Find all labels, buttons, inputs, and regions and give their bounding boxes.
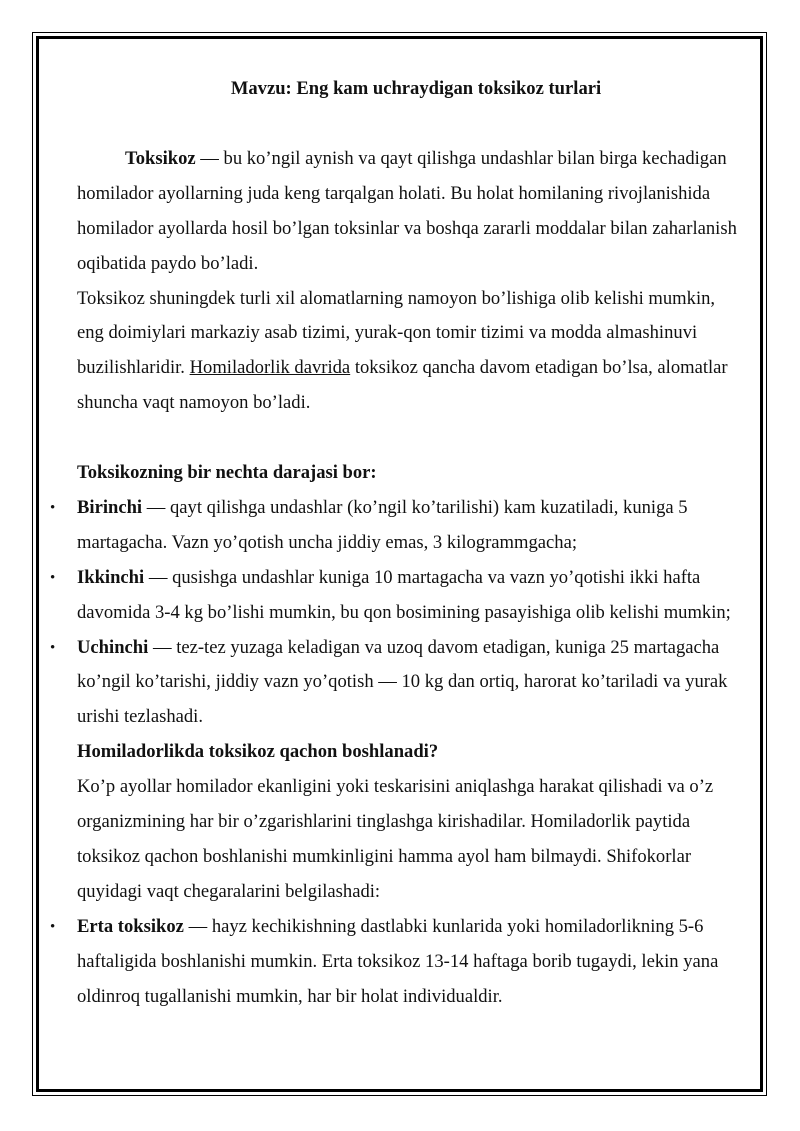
document-title: Mavzu: Eng kam uchraydigan toksikoz turlari bbox=[230, 78, 602, 99]
paragraph-symptoms bbox=[77, 282, 737, 422]
list-item-early-toxicosis bbox=[50, 910, 737, 1015]
degrees-heading bbox=[77, 456, 737, 491]
pregnancy-link[interactable]: Homiladorlik davrida bbox=[189, 357, 351, 379]
list-item-degree-2 bbox=[50, 561, 737, 631]
paragraph-symptoms-start: Toksikoz shuningdek turli xil alomatlarning namoyon bo’lishiga olib kelishi mumkin, eng doimiylari markaziy asab tizimi, yurak-qon tomir tizimi va modda almashinuvi buzilishlaridir. bbox=[77, 287, 716, 379]
timing-term: Erta toksikoz bbox=[77, 915, 184, 937]
list-item-degree-3 bbox=[50, 631, 737, 736]
list-item-degree-1 bbox=[50, 491, 737, 561]
degree-term: Birinchi bbox=[77, 496, 143, 518]
when-heading bbox=[77, 735, 737, 770]
when-heading-text: Homiladorlikda toksikoz qachon boshlanadi? bbox=[77, 741, 439, 763]
degree-text: — qayt qilishga undashlar (ko’ngil ko’tarilishi) kam kuzatiladi, kuniga 5 martagacha. Vazn yo’qotish uncha jiddiy emas, 3 kilogrammgacha; bbox=[77, 496, 688, 553]
degrees-heading-text: Toksikozning bir nechta darajasi bor: bbox=[77, 462, 377, 484]
document-body bbox=[50, 72, 737, 1015]
intro-term: Toksikoz bbox=[125, 147, 196, 169]
intro-paragraph bbox=[77, 142, 737, 282]
timing-list bbox=[50, 910, 737, 1015]
bullet-icon: • bbox=[50, 918, 56, 935]
bullet-icon: • bbox=[50, 639, 56, 656]
when-paragraph: Ko’p ayollar homilador ekanligini yoki teskarisini aniqlashga harakat qilishadi va o’z organizmining har bir o’zgarishlarini tinglashga kirishadilar. Homiladorlik paytida toksikoz qachon boshlanishi mumkinligini hamma ayol ham bilmaydi. Shifokorlar quyidagi vaqt chegaralarini belgilashadi: bbox=[77, 776, 714, 902]
degree-text: — qusishga undashlar kuniga 10 martagacha va vazn yo’qotishi ikki hafta davomida 3-4 kg bo’lishi mumkin, bu qon bosimining pasayishiga olib kelishi mumkin; bbox=[77, 566, 731, 623]
intro-text: — bu ko’ngil aynish va qayt qilishga undashlar bilan birga kechadigan homilador ayollarning juda keng tarqalgan holati. Bu holat homilaning rivojlanishida homilador ayollarda hosil bo’lgan toksinlar va boshqa zararli moddalar bilan zaharlanish oqibatida paydo bo’ladi. bbox=[77, 147, 737, 274]
bullet-icon: • bbox=[50, 499, 56, 516]
blank-line bbox=[77, 421, 737, 456]
degrees-list bbox=[50, 491, 737, 735]
bullet-icon: • bbox=[50, 569, 56, 586]
degree-term: Ikkinchi bbox=[77, 566, 145, 588]
timing-text: — hayz kechikishning dastlabki kunlarida yoki homiladorlikning 5-6 haftaligida boshlanishi mumkin. Erta toksikoz 13-14 haftaga borib tugaydi, lekin yana oldinroq tugallanishi mumkin, har bir holat individualdir. bbox=[77, 915, 719, 1007]
degree-text: — tez-tez yuzaga keladigan va uzoq davom etadigan, kuniga 25 martagacha ko’ngil ko’tarishi, jiddiy vazn yo’qotish — 10 kg dan ortiq, harorat ko’tariladi va yurak urishi tezlashadi. bbox=[77, 636, 728, 728]
paragraph-symptoms-end: toksikoz qancha davom etadigan bo’lsa, alomatlar shuncha vaqt namoyon bo’ladi. bbox=[77, 357, 728, 414]
degree-term: Uchinchi bbox=[77, 636, 149, 658]
